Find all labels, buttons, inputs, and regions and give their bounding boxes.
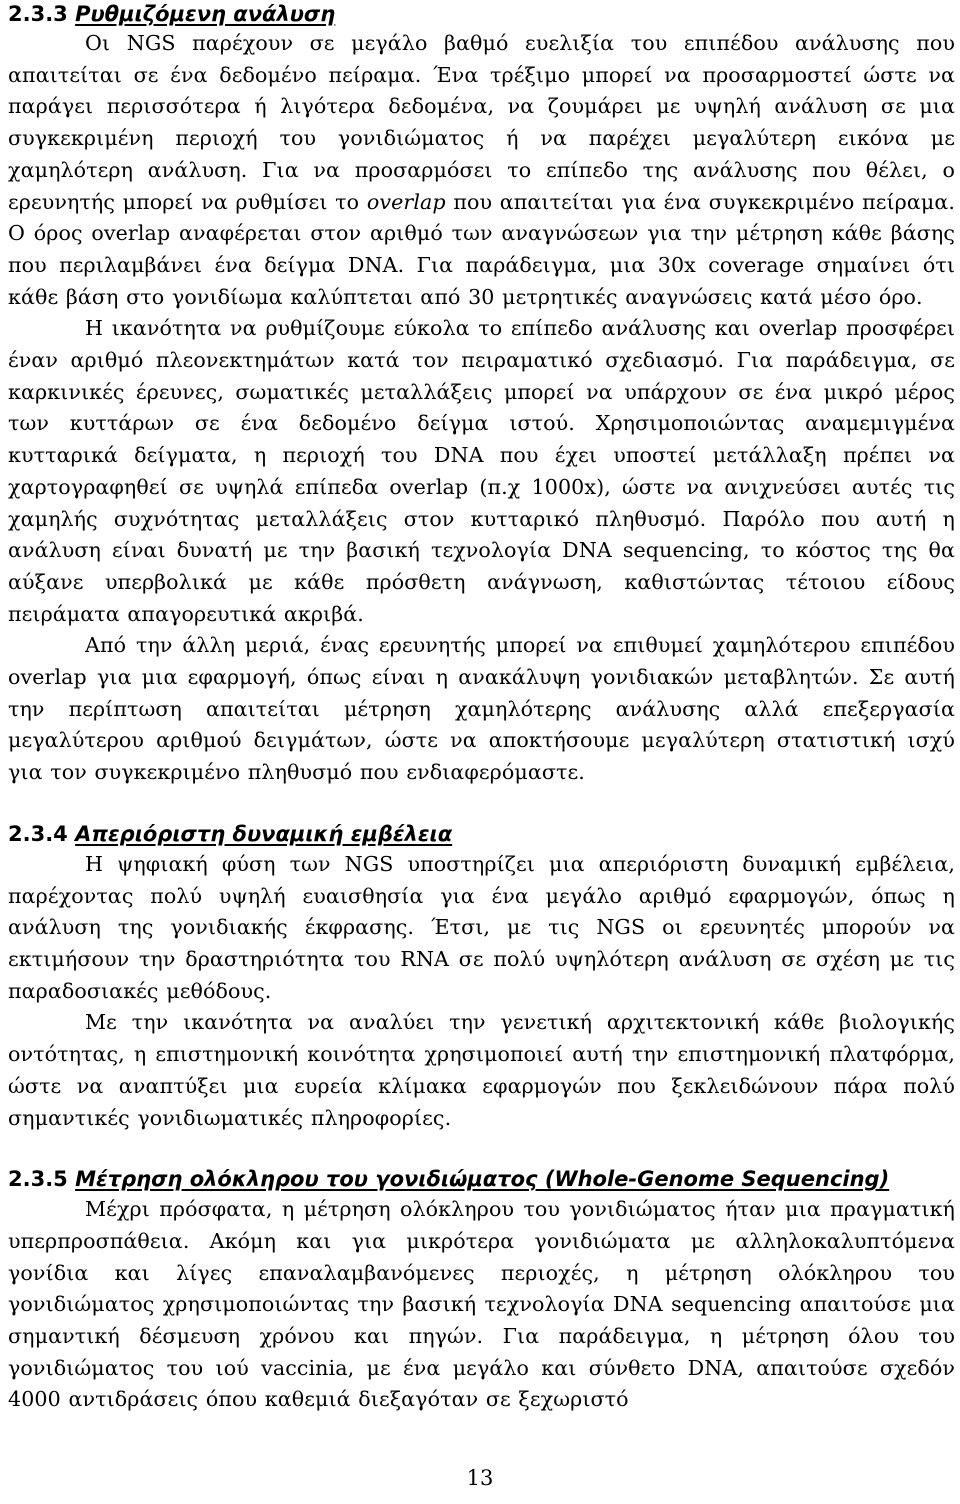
section-number: 2.3.5 [8, 1167, 68, 1192]
paragraph: Η ψηφιακή φύση των NGS υποστηρίζει μια απεριόριστη δυναμική εμβέλεια, παρέχοντας πολύ υψηλή ευαισθησία για ένα μεγάλο αριθμό εφαρμογών, όπως η ανάλυση της γονιδιακής έκφρασης. Έτσι, με τις NGS οι ερευνητές μπορούν να εκτιμήσουν την δραστηριότητα του RNA σε πολύ υψηλότερη ανάλυση σε σχέση με τις παραδοσιακές μεθόδους. [8, 851, 955, 1003]
section-heading [8, 820, 955, 849]
section-number: 2.3.3 [8, 2, 68, 26]
section-title: Απεριόριστη δυναμική εμβέλεια [75, 821, 453, 846]
paragraph-italic-term: overlap [366, 189, 446, 214]
document-page [8, 0, 955, 1416]
paragraph-text: που απαιτείται για ένα συγκεκριμένο πείραμα. Ο όρος overlap αναφέρεται στον αριθμό των αναγνώσεων για την μέτρηση κάθε βάσης που περιλαμβάνει ένα δείγμα DNA. Για παράδειγμα, μια 30x coverage σημαίνει ότι κάθε βάση στο γονιδίωμα καλύπτεται από 30 μετρητικές αναγνώσεις κατά μέσο όρο. [8, 189, 956, 309]
paragraph: Με την ικανότητα να αναλύει την γενετική αρχιτεκτονική κάθε βιολογικής οντότητας, η επιστημονική κοινότητα χρησιμοποιεί αυτή την επιστημονική πλατφόρμα, ώστε να αναπτύξει μια ευρεία κλίμακα εφαρμογών που ξεκλειδώνουν πάρα πολύ σημαντικές γονιδιωματικές πληροφορίες. [8, 1010, 955, 1130]
paragraph: Από την άλλη μεριά, ένας ερευνητής μπορεί να επιθυμεί χαμηλότερου επιπέδου overlap για μια εφαρμογή, όπως είναι η ανακάλυψη γονιδιακών μεταβλητών. Σε αυτή την περίπτωση απαιτείται μέτρηση χαμηλότερης ανάλυσης αλλά επεξεργασία μεγαλύτερου αριθμού δειγμάτων, ώστε να αποκτήσουμε μεγαλύτερη στατιστική ισχύ για τον συγκεκριμένο πληθυσμό που ενδιαφερόμαστε. [8, 633, 955, 785]
section-heading [8, 1165, 955, 1194]
section-spacer [8, 789, 955, 820]
section-heading [8, 0, 955, 29]
paragraph: Μέχρι πρόσφατα, η μέτρηση ολόκληρου του γονιδιώματος ήταν μια πραγματική υπερπροσπάθεια. Ακόμη και για μικρότερα γονιδιώματα με αλληλοκαλυπτόμενα γονίδια και λίγες επαναλαμβανόμενες περιοχές, η μέτρηση ολόκληρου του γονιδιώματος χρησιμοποιώντας την βασική τεχνολογία DNA sequencing απαιτούσε μια σημαντική δέσμευση χρόνου και πηγών. Για παράδειγμα, η μέτρηση όλου του γονιδιώματος του ιού vaccinia, με ένα μεγάλο και σύνθετο DNA, απαιτούσε σχεδόν 4000 αντιδράσεις όπου καθεμιά διεξαγόταν σε ξεχωριστό [8, 1197, 955, 1412]
section-title: Ρυθμιζόμενη ανάλυση [75, 2, 336, 26]
paragraph: Η ικανότητα να ρυθμίζουμε εύκολα το επίπεδο ανάλυσης και overlap προσφέρει έναν αριθμό πλεονεκτημάτων κατά τον πειραματικό σχεδιασμό. Για παράδειγμα, σε καρκινικές έρευνες, σωματικές μεταλλάξεις μπορεί να υπάρχουν σε ένα μικρό μέρος των κυττάρων σε ένα δεδομένο δείγμα ιστού. Χρησιμοποιώντας αναμεμιγμένα κυτταρικά δείγματα, η περιοχή του DNA που έχει υποστεί μετάλλαξη πρέπει να χαρτογραφηθεί σε υψηλά επίπεδα overlap (π.χ 1000x), ώστε να ανιχνεύσει αυτές τις χαμηλής συχνότητας μεταλλάξεις στον κυτταρικό πληθυσμό. Παρόλο που αυτή η ανάλυση είναι δυνατή με την βασική τεχνολογία DNA sequencing, το κόστος της θα αύξανε υπερβολικά με κάθε πρόσθετη ανάγνωση, καθιστώντας τέτοιου είδους πειράματα απαγορευτικά ακριβά. [8, 316, 955, 626]
paragraph-text: Οι NGS παρέχουν σε μεγάλο βαθμό ευελιξία του επιπέδου ανάλυσης που απαιτείται σε ένα δεδομένο πείραμα. Ένα τρέξιμο μπορεί να προσαρμοστεί ώστε να παράγει περισσότερα ή λιγότερα δεδομένα, να ζουμάρει με υψηλή ανάλυση σε μια συγκεκριμένη περιοχή του γονιδιώματος ή να παρέχει μεγαλύτερη εικόνα με χαμηλότερη ανάλυση. Για να προσαρμόσει το επίπεδο της ανάλυσης που θέλει, ο ερευνητής μπορεί να ρυθμίσει το [8, 31, 955, 214]
page-number: 13 [466, 1466, 494, 1490]
section-spacer [8, 1134, 955, 1165]
section-title: Μέτρηση ολόκληρου του γονιδιώματος (Whole-Genome Sequencing) [75, 1167, 890, 1192]
section-number: 2.3.4 [8, 821, 68, 846]
paragraph [8, 28, 955, 313]
